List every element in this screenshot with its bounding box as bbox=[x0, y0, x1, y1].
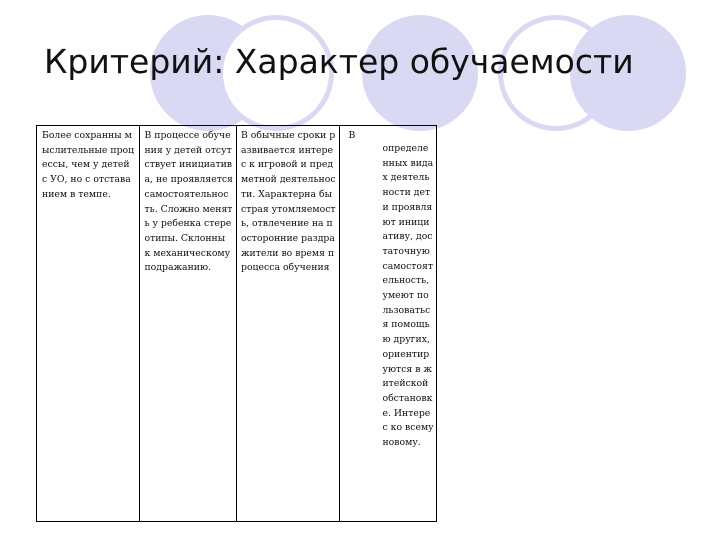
table-column bbox=[140, 126, 237, 521]
slide-title: Критерий: Характер обучаемости bbox=[44, 42, 634, 81]
criteria-table bbox=[36, 125, 437, 522]
table-column bbox=[37, 126, 140, 521]
column-4-text: определенных видах деятельности дети проявляют инициативу, достаточную самостоятельность, умеют пользоваться помощью других, ориентируются в житейской обстановке. Интерес ко всему новому. bbox=[382, 143, 434, 449]
column-2-text: В процессе обучения у детей отсутствует инициатива, не проявляется самостоятельность. Сложно менять у ребенка стереотипы. Склонны к механическому подражанию. bbox=[144, 130, 233, 274]
column-3-text: В обычные сроки развивается интерес к игровой и предметной деятельности. Характерна быстрая утомляемость, отвлечение на посторонние раздражители во время процесса обучения bbox=[241, 130, 336, 274]
table-column bbox=[340, 126, 436, 521]
table-column bbox=[237, 126, 340, 521]
column-1-text: Более сохранны мыслительные процессы, чем у детей с УО, но с отставанием в темпе. bbox=[42, 130, 135, 200]
column-4-initial: В bbox=[348, 130, 356, 141]
